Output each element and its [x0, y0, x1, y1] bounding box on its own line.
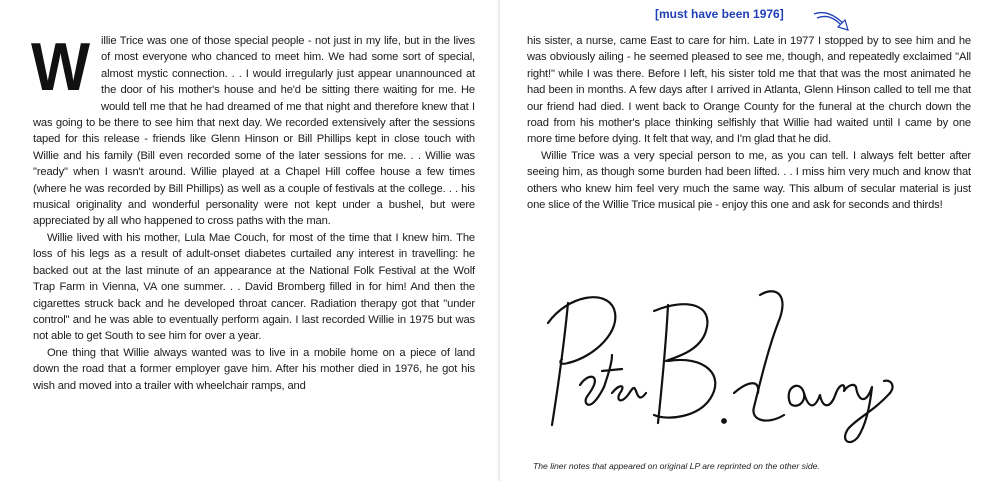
paragraph-5: Willie Trice was a very special person to me, as you can tell. I always felt better after seeing him, as though some burden had been lifted. . . I miss him very much and know that others who knew him feel very much the same way. This album of secular material is just one slice of the Willie Trice musical pie - enjoy this one and ask for seconds and thirds!	[527, 149, 971, 212]
paragraph-3: One thing that Willie always wanted was to live in a mobile home on a piece of land down the road that a former employer gave him. After his mother died in 1976, he got his wish and moved into a trailer with wheelchair ramps, and	[33, 346, 475, 392]
paragraph-2: Willie lived with his mother, Lula Mae Couch, for most of the time that I knew him. The loss of his legs as a result of adult-onset diabetes curtailed any interest in travelling: he backed out at the last minute of an appearance at the National Folk Festival at the Wolf Trap Farm in Vienna, VA one summer. . . David Bromberg filled in for him! And then the cigarettes struck back and he developed throat cancer. Radiation therapy got that "under control" and he was able to eventually perform again. I last recorded Willie in 1975 but was not able to get South to see him for over a year.	[33, 231, 475, 343]
paragraph-1-text: illie Trice was one of those special people - not just in my life, but in the lives of most everyone who chanced to meet him. We had some sort of special, almost mystic connection. . . I would irregularly just appear unannounced at the door of his mother's house and he'd be sitting there waiting for me. He would tell me that he had dreamed of me that night and therefore knew that I was going to be there to see him that next day. We recorded extensively after the sessions taped for this release - friends like Glenn Hinson or Bill Phillips kept in close touch with Willie and his family (Bill even recorded some of the later sessions for me. . . Willie was "ready" when I wasn't around. Willie played at a Chapel Hill coffee house a few times (where he was recorded by Bill Phillips) as well as a couple of festivals at the college. . . his musical originality and wonderful personality were not kept under a bushel, but were appreciated by all who happened to cross paths with the man.	[33, 35, 475, 228]
arrow-icon	[812, 6, 852, 32]
paragraph-1	[31, 29, 475, 230]
caption: The liner notes that appeared on original LP are reprinted on the other side.	[533, 461, 820, 471]
date-annotation: [must have been 1976]	[655, 7, 784, 21]
left-column-text	[31, 29, 475, 394]
signature	[528, 275, 908, 445]
paragraph-4: his sister, a nurse, came East to care for him. Late in 1977 I stopped by to see him and he was obviously ailing - he seemed pleased to see me, though, and repeatedly exclaimed "All right!" while I was there. Before I left, his sister told me that that was the most animated he had been in months. A few days after I arrived in Atlanta, Glenn Hinson called to tell me that our friend had died. I went back to Orange County for the funeral at the church down the road from his mother's place thinking selfishly that Willie had waited until I came by one more time before dying. It felt that way, and I'm glad that he did.	[527, 35, 971, 146]
right-column-text	[527, 33, 971, 213]
drop-cap: W	[31, 29, 90, 105]
